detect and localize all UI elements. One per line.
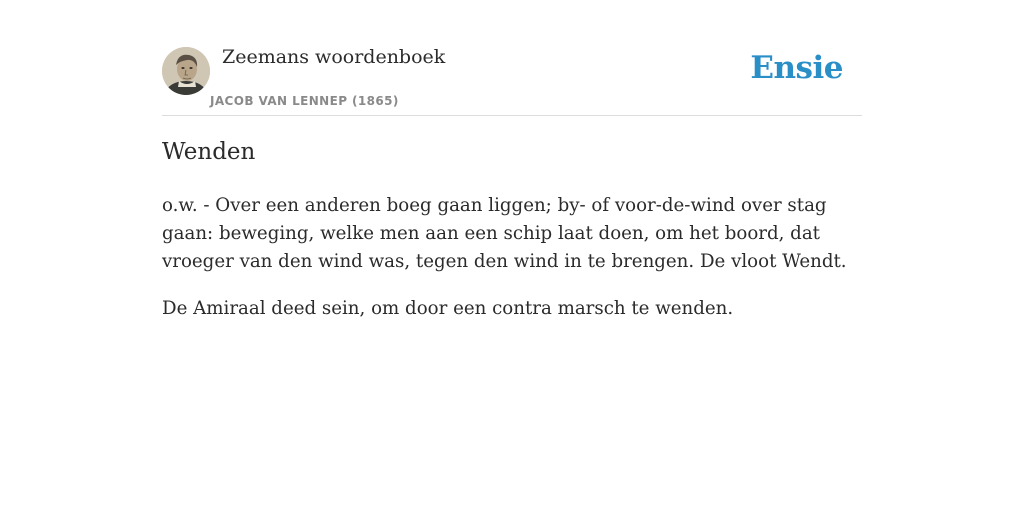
entry-example: De Amiraal deed sein, om door een contra marsch te wenden.	[162, 298, 734, 319]
entry-definition: o.w. - Over een anderen boeg gaan liggen; by- of voor-de-wind over stag gaan: beweging, welke men aan een schip laat doen, om het boord, dat vroeger van den wind was, tegen den wind in te brengen. De vloot Wendt.	[162, 195, 847, 272]
portrait-icon	[162, 47, 210, 95]
entry-card	[162, 0, 862, 319]
dictionary-name[interactable]: Zeemans woordenboek	[222, 46, 446, 68]
ensie-logo[interactable]: Ensie	[750, 50, 843, 86]
entry-term: Wenden	[162, 139, 256, 165]
header	[162, 0, 862, 116]
author-name: JACOB VAN LENNEP (1865)	[210, 94, 399, 108]
author-avatar	[162, 47, 210, 95]
